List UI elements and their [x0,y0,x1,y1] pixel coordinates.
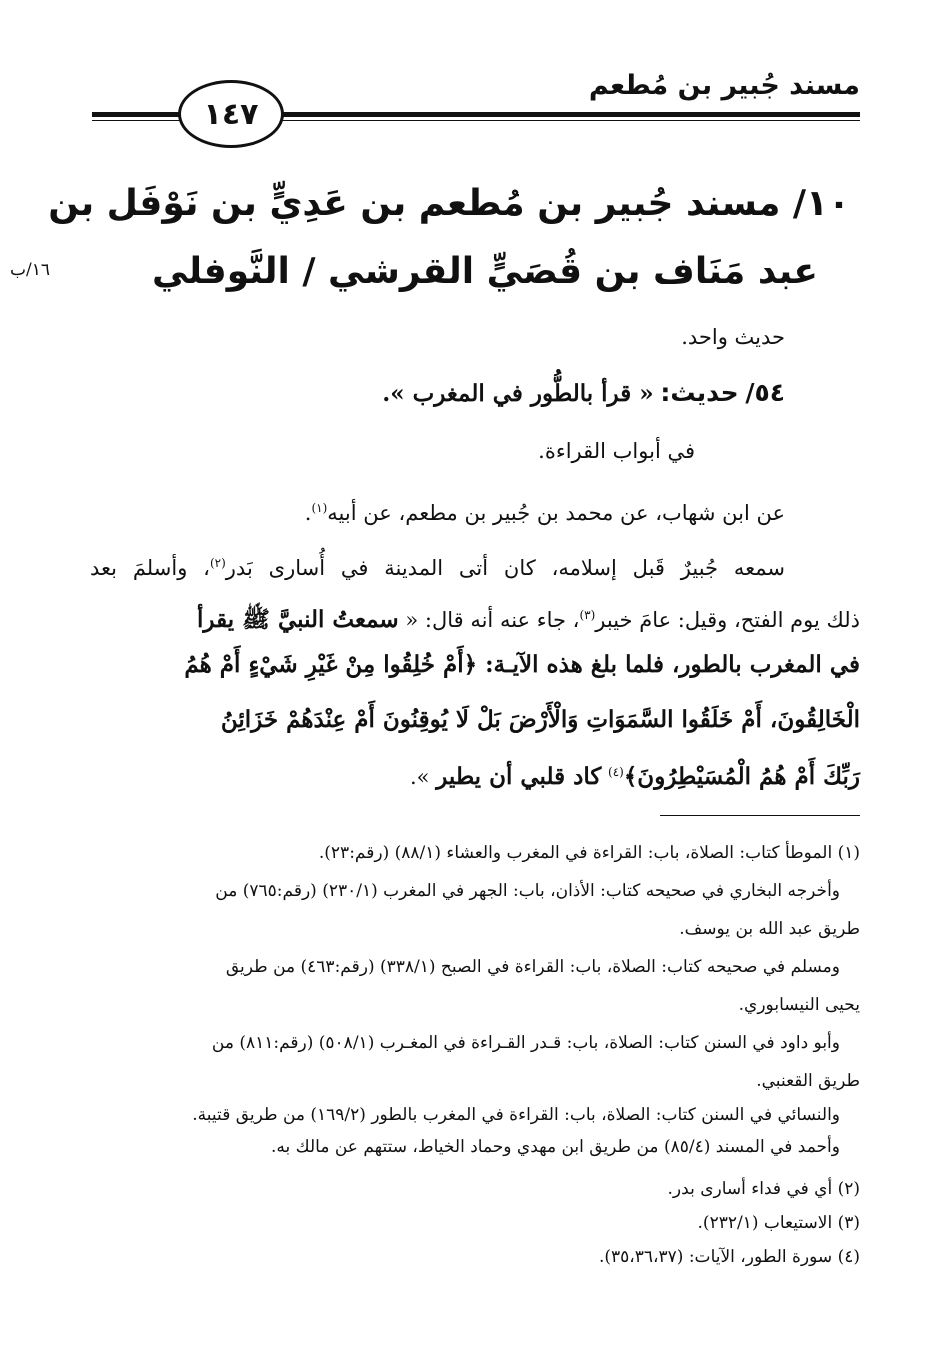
footnote-line: (٣) الاستيعاب (٢٣٢/١). [697,1213,860,1233]
narration-line-1: سمعه جُبيرٌ قَبل إسلامه، كان أتى المدينة في أُسارى بَدر$^{(٢)}$، وأسلمَ بعد [90,556,785,580]
footnote-line: طريق عبد الله بن يوسف. [679,919,860,939]
hadith-text: « قرأ بالطُّور في المغرب ». [382,380,654,407]
running-header-title: مسند جُبير بن مُطعم [588,70,860,101]
page-number: ١٤٧ [178,80,284,148]
footnote-marker: (٤) [608,765,624,779]
footnote-separator [660,815,860,816]
chapter-title-line-1: ١٠/ مسند جُبير بن مُطعم بن عَدِيٍّ بن نَوْفَل بن [48,183,850,224]
hadith-label: حديث: [660,378,739,407]
narration-line-2: ذلك يوم الفتح، وقيل: عامَ خيبر$^{(٣)}$، جاء عنه أنه قال: « سمعتُ النبيَّ ﷺ يقرأ [197,606,860,633]
narration-line-4: الْخَالِقُونَ، أَمْ خَلَقُوا السَّمَوَاتِ وَالْأَرْضَ بَلْ لَا يُوقِنُونَ أَمْ عِنْدَهُمْ خَزَائِنُ [220,706,860,733]
isnad-line: عن ابن شهاب، عن محمد بن جُبير بن مطعم، عن أبيه$^{(١)}$. [304,501,785,525]
narration-line-5: رَبِّكَ أَمْ هُمُ الْمُسَيْطِرُونَ﴾$^{(٤)}$ كاد قلبي أن يطير ». [409,763,860,790]
footnote-line: وأحمد في المسند (٨٥/٤) من طريق ابن مهدي وحماد الخياط، ستتهم عن مالك به. [271,1137,840,1157]
footnote-line: والنسائي في السنن كتاب: الصلاة، باب: القراءة في المغرب بالطور (١٦٩/٢) من طريق قتيبة. [192,1105,840,1125]
narration-line-3: في المغرب بالطور، فلما بلغ هذه الآيـة: ﴿أَمْ خُلِقُوا مِنْ غَيْرِ شَيْءٍ أَمْ هُمُ [184,651,860,678]
manuscript-folio-note: ١٦/ب [10,260,50,280]
hadith-number: ٥٤/ [745,378,785,407]
chapter-title [48,170,850,306]
footnote-line: طريق القعنبي. [756,1071,860,1091]
hadith-heading [382,378,785,409]
footnote-line: يحيى النيسابوري. [738,995,860,1015]
footnote-line: (١) الموطأ كتاب: الصلاة، باب: القراءة في المغرب والعشاء (٨٨/١) (رقم:٢٣). [318,843,860,863]
footnote-marker: (٢) [209,556,226,570]
footnote-line: ومسلم في صحيحه كتاب: الصلاة، باب: القراءة في الصبح (٣٣٨/١) (رقم:٤٦٣) من طريق [225,957,840,977]
footnote-line: (٢) أي في فداء أسارى بدر. [667,1179,860,1199]
chapter-reference: في أبواب القراءة. [538,439,695,463]
footnote-line: (٤) سورة الطور، الآيات: (٣٥،٣٦،٣٧). [598,1247,860,1267]
footnote-marker: (٣) [579,608,596,622]
footnote-marker: (١) [311,501,328,515]
footnote-line: وأخرجه البخاري في صحيحه كتاب: الأذان، باب: الجهر في المغرب (٢٣٠/١) (رقم:٧٦٥) من [215,881,840,901]
chapter-title-line-2: عبد مَنَاف بن قُصَيٍّ القرشي / النَّوفلي [152,251,818,292]
hadith-count: حديث واحد. [681,325,785,349]
isnad-text: عن ابن شهاب، عن محمد بن جُبير بن مطعم، عن أبيه [327,501,785,525]
footnote-line: وأبو داود في السنن كتاب: الصلاة، باب: قـدر القـراءة في المغـرب (٥٠٨/١) (رقم:٨١١) من [211,1033,840,1053]
